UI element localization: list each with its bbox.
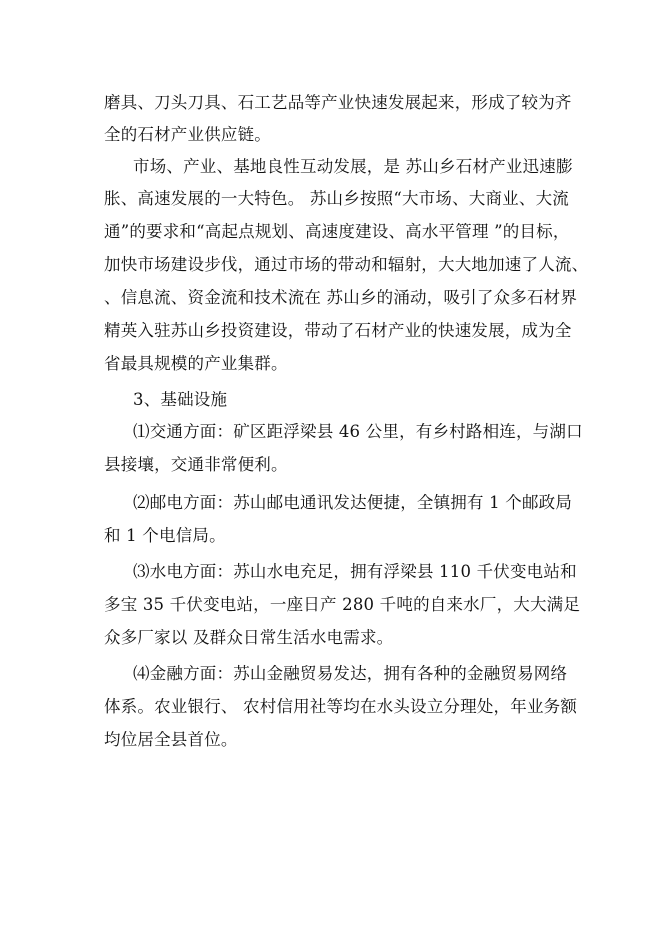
text-line-4: 胀、高速发展的一大特色。 苏山乡按照“大市场、大商业、大流 [104,189,569,208]
text-line-19: 体系。农业银行、 农村信用社等均在水头设立分理处，年业务额 [104,697,578,716]
text-line-15: ⑶水电方面：苏山水电充足，拥有浮梁县 110 千伏变电站和 [133,562,577,581]
text-line-14: 和 1 个电信局。 [104,526,226,545]
text-line-5: 通”的要求和“高起点规划、高速度建设、高水平管理 ”的目标， [104,222,570,241]
section-heading: 3、基础设施 [133,390,228,409]
text-line-17: 众多厂家以 及群众日常生活水电需求。 [104,628,394,647]
text-line-2: 全的石材产业供应链。 [104,125,271,144]
text-line-3: 市场、产业、基地良性互动发展，是 苏山乡石材产业迅速膨 [133,157,573,176]
text-line-12: 县接壤，交通非常便利。 [104,455,288,474]
text-line-16: 多宝 35 千伏变电站，一座日产 280 千吨的自来水厂，大大满足 [104,595,581,614]
text-line-20: 均位居全县首位。 [104,730,238,749]
text-line-1: 磨具、刀头刀具、石工艺品等产业快速发展起来，形成了较为齐 [104,93,572,112]
text-line-6: 加快市场建设步伐，通过市场的带动和辐射，大大地加速了人流、 [104,255,589,274]
text-line-9: 省最具规模的产业集群。 [104,354,288,373]
text-line-18: ⑷金融方面：苏山金融贸易发达，拥有各种的金融贸易网络 [133,664,568,683]
text-line-7: 、信息流、资金流和技术流在 苏山乡的涌动，吸引了众多石材界 [104,288,578,307]
text-line-13: ⑵邮电方面：苏山邮电通讯发达便捷，全镇拥有 1 个邮政局 [133,493,573,512]
text-line-11: ⑴交通方面：矿区距浮梁县 46 公里，有乡村路相连，与湖口 [133,422,583,441]
text-line-8: 精英入驻苏山乡投资建设，带动了石材产业的快速发展，成为全 [104,321,572,340]
